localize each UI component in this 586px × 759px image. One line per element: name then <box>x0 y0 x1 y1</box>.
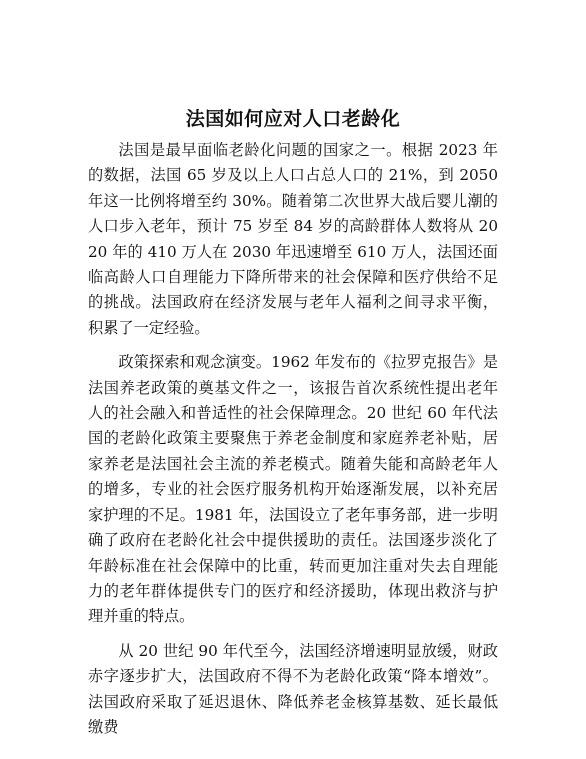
paragraph-2: 政策探索和观念演变。1962 年发布的《拉罗克报告》是法国养老政策的奠基文件之一，该报告首次系统性提出老年人的社会融入和普适性的社会保障理念。20 世纪 60 年代法国的老龄化政策主要聚焦于养老金制度和家庭养老补贴，居家养老是法国社会主流的养老模式。随着失能和高龄老年人的增多，专业的社会医疗服务机构开始逐渐发展，以补充居家护理的不足。1981 年，法国设立了老年事务部，进一步明确了政府在老龄化社会中提供援助的责任。法国逐步淡化了年龄标准在社会保障中的比重，转而更加注重对失去自理能力的老年群体提供专门的医疗和经济援助，体现出救济与护理并重的特点。 <box>88 353 498 626</box>
paragraph-1: 法国是最早面临老龄化问题的国家之一。根据 2023 年的数据，法国 65 岁及以上人口占总人口的 21%，到 2050 年这一比例将增至约 30%。随着第二次世界大战后婴儿潮的人口步入老年，预计 75 岁至 84 岁的高龄群体人数将从 2020 年的 410 万人在 2030 年迅速增至 610 万人，法国还面临高龄人口自理能力下降所带来的社会保障和医疗供给不足的挑战。法国政府在经济发展与老年人福利之间寻求平衡，积累了一定经验。 <box>88 141 498 337</box>
article-body <box>88 138 498 749</box>
page-title: 法国如何应对人口老龄化 <box>185 108 401 130</box>
paragraph-3: 从 20 世纪 90 年代至今，法国经济增速明显放缓，财政赤字逐步扩大，法国政府不得不为老龄化政策“降本增效”。法国政府采取了延迟退休、降低养老金核算基数、延长最低缴费 <box>88 641 498 736</box>
